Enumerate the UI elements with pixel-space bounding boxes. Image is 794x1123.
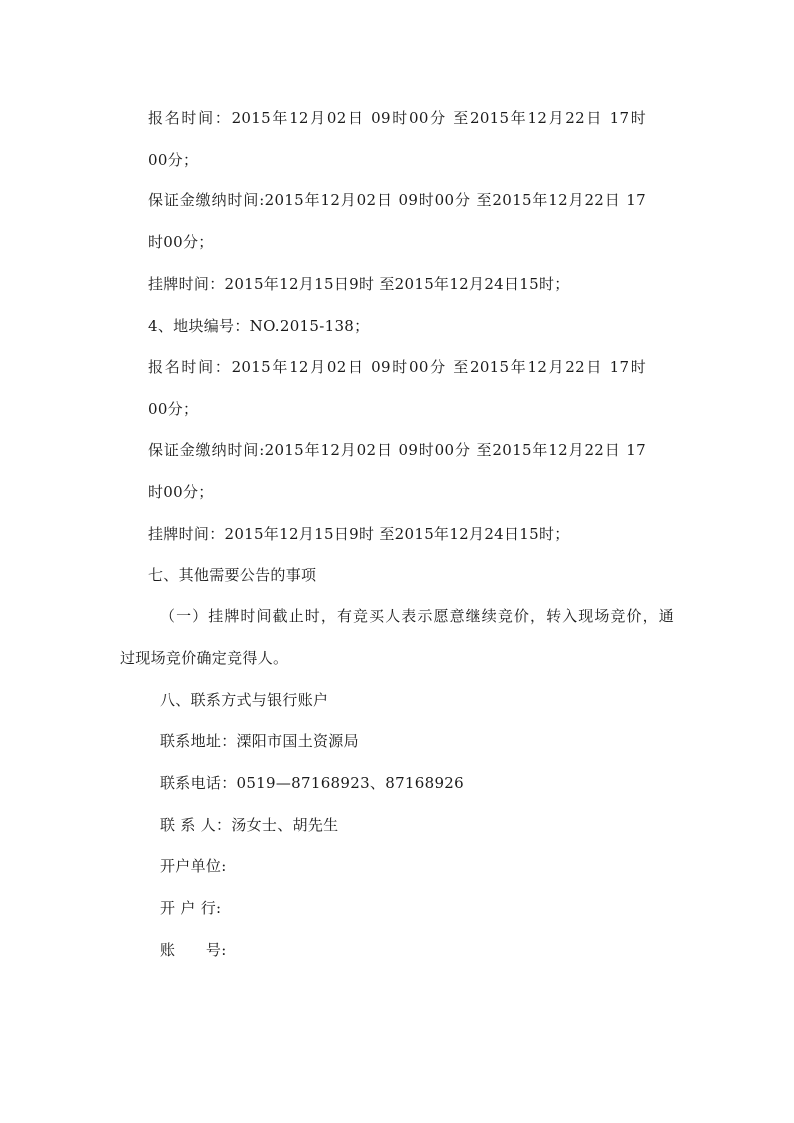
parcel-number-4: 4、地块编号：NO.2015-138； [148,317,370,335]
registration-time-2: 报名时间：2015年12月02日 09时00分 至2015年12月22日 17时 [148,358,646,376]
contact-phone: 联系电话：0519—87168923、87168926 [160,774,464,792]
deposit-time-2-cont: 时00分； [148,483,214,501]
contact-person: 联 系 人：汤女士、胡先生 [160,816,339,834]
listing-time-2: 挂牌时间：2015年12月15日9时 至2015年12月24日15时； [148,525,570,543]
deposit-time-1-cont: 时00分； [148,233,214,251]
section-heading-other-matters: 七、其他需要公告的事项 [148,566,317,584]
deposit-time-2: 保证金缴纳时间:2015年12月02日 09时00分 至2015年12月22日 17 [148,441,646,459]
account-number: 账 号: [160,941,227,959]
paragraph-listing-deadline: （一）挂牌时间截止时，有竞买人表示愿意继续竞价，转入现场竞价，通 [160,607,674,625]
registration-time-2-cont: 00分； [148,400,199,418]
contact-address: 联系地址：溧阳市国土资源局 [160,732,359,750]
listing-time-1: 挂牌时间：2015年12月15日9时 至2015年12月24日15时； [148,275,570,293]
paragraph-listing-deadline-cont: 过现场竞价确定竞得人。 [120,649,289,667]
registration-time-1-cont: 00分； [148,151,199,169]
account-holder: 开户单位: [160,857,227,875]
registration-time-1: 报名时间：2015年12月02日 09时00分 至2015年12月22日 17时 [148,109,646,127]
section-heading-contact: 八、联系方式与银行账户 [160,691,329,709]
account-bank: 开 户 行: [160,899,222,917]
deposit-time-1: 保证金缴纳时间:2015年12月02日 09时00分 至2015年12月22日 17 [148,191,646,209]
